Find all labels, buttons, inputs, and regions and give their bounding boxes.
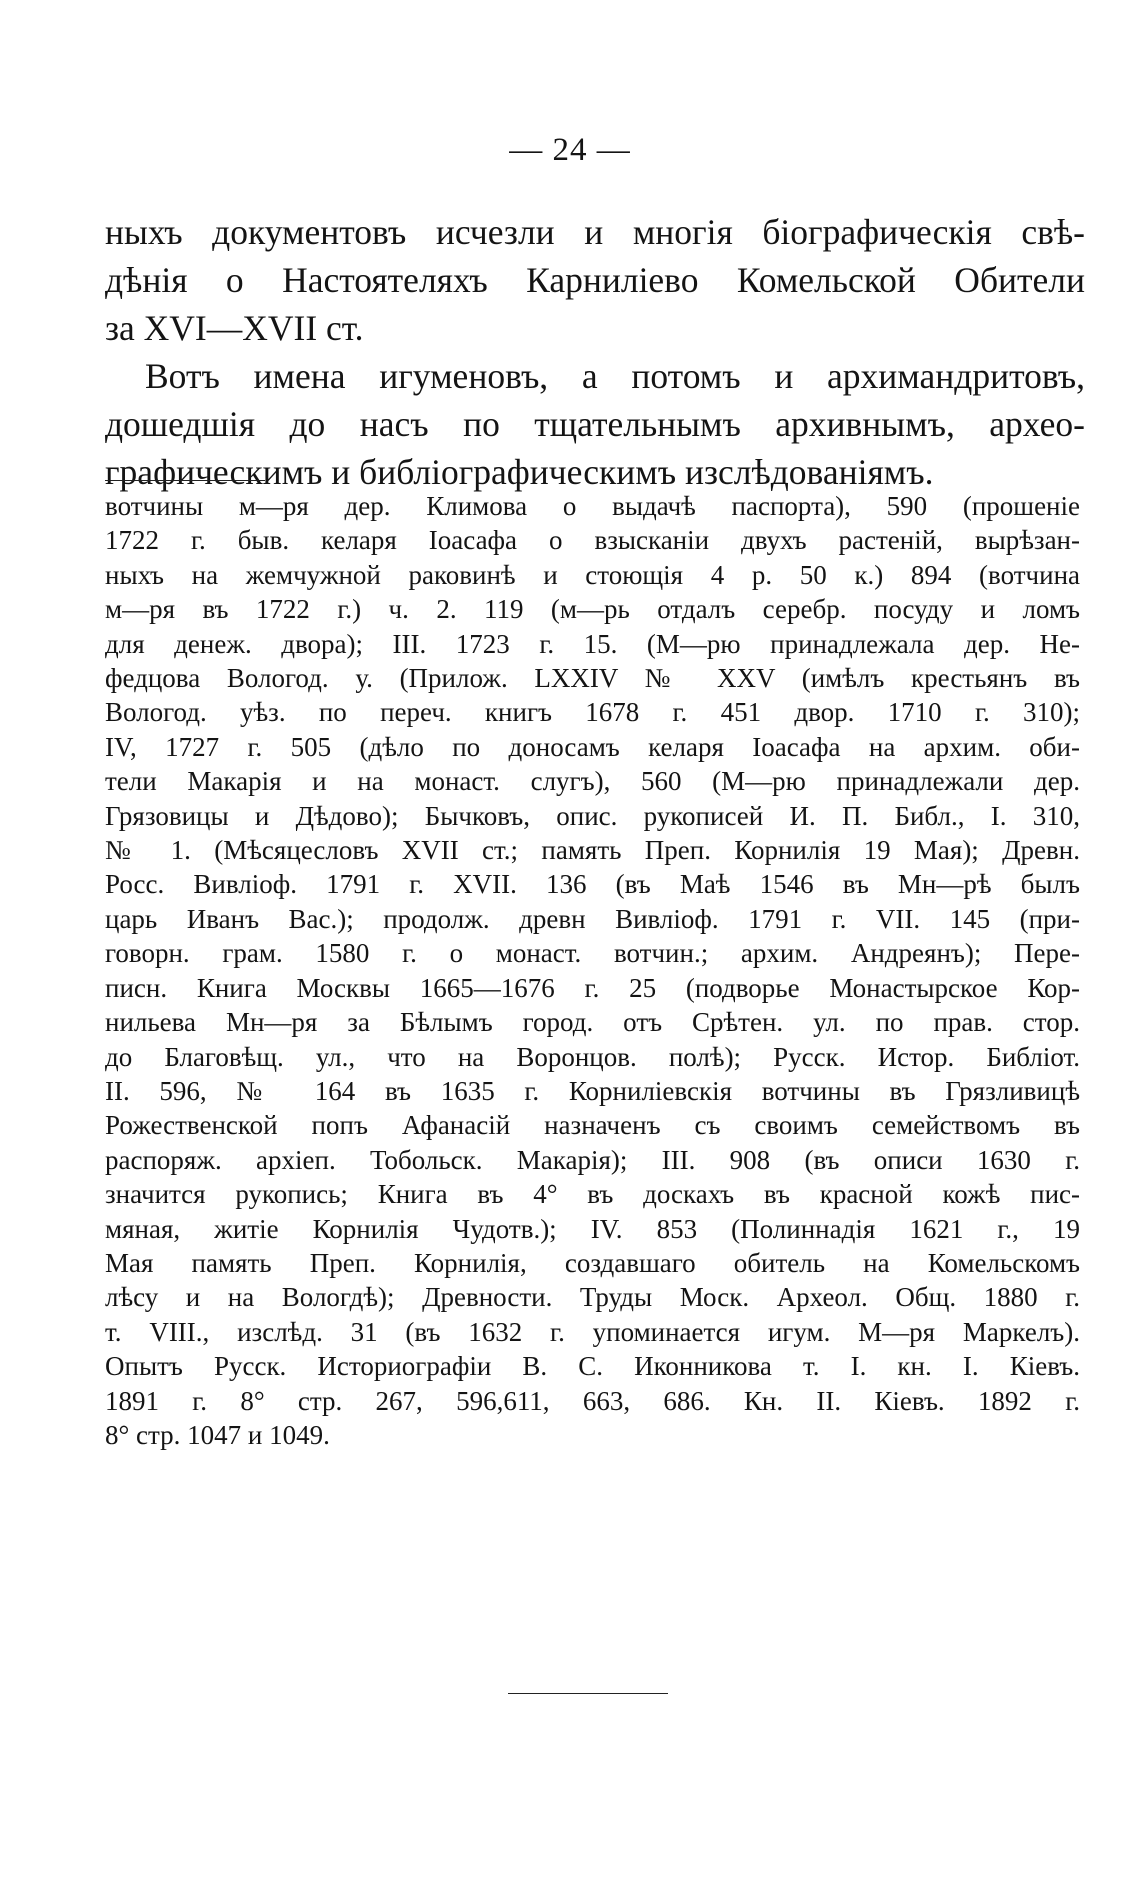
footnote-line: лѣсу и на Вологдѣ); Древности. Труды Моск. Археол. Общ. 1880 г. (105, 1282, 1080, 1313)
footnote-line: для денеж. двора); III. 1723 г. 15. (М—рю принадлежала дер. Не- (105, 628, 1080, 659)
footnote-text (105, 489, 1080, 1452)
footnote-separator (105, 480, 265, 481)
footnote-line: Грязовицы и Дѣдово); Бычковъ, опис. рукописей И. П. Библ., I. 310, (105, 800, 1080, 831)
footnote-line: Вологод. уѣз. по переч. книгъ 1678 г. 451 двор. 1710 г. 310); (105, 697, 1080, 728)
main-text-line: графическимъ и библіографическимъ изслѣдованіямъ. (105, 452, 934, 492)
end-separator (508, 1693, 668, 1694)
main-text (105, 208, 1085, 496)
footnote-line: 1722 г. быв. келаря Іоасафа о взысканіи двухъ растеній, вырѣзан- (105, 525, 1080, 556)
footnote-line: № 1. (Мѣсяцесловъ XVII ст.; память Преп. Корнилія 19 Мая); Древн. (105, 835, 1080, 866)
footnote-line: Рожественской попъ Афанасій назначенъ съ своимъ семействомъ въ (105, 1110, 1080, 1141)
footnote-line: до Благовѣщ. ул., что на Воронцов. полѣ); Русск. Истор. Библіот. (105, 1041, 1080, 1072)
footnote-line: II. 596, № 164 въ 1635 г. Корниліевскія вотчины въ Грязливицѣ (105, 1075, 1080, 1106)
footnote-line: говорн. грам. 1580 г. о монаст. вотчин.; архим. Андреянъ); Пере- (105, 938, 1080, 969)
footnote-line: писн. Книга Москвы 1665—1676 г. 25 (подворье Монастырское Кор- (105, 972, 1080, 1003)
main-text-line: за XVI—XVII ст. (105, 308, 364, 348)
footnote-line: т. VIII., изслѣд. 31 (въ 1632 г. упоминается игум. М—ря Маркелъ). (105, 1316, 1080, 1347)
footnote-line: федцова Вологод. у. (Прилож. LXXIV № XXV (имѣлъ крестьянъ въ (105, 663, 1080, 694)
footnote-line: Опытъ Русск. Историографіи В. С. Иконникова т. I. кн. I. Кіевъ. (105, 1351, 1080, 1382)
footnote-line: ныхъ на жемчужной раковинѣ и стоющія 4 р. 50 к.) 894 (вотчина (105, 559, 1080, 590)
footnote-line: м—ря въ 1722 г.) ч. 2. 119 (м—рь отдалъ серебр. посуду и ломъ (105, 594, 1080, 625)
footnote-line: Мая память Преп. Корнилія, создавшаго обитель на Комельскомъ (105, 1247, 1080, 1278)
footnote-line: IV, 1727 г. 505 (дѣло по доносамъ келаря Іоасафа на архим. оби- (105, 731, 1080, 762)
footnote-line: тели Макарія и на монаст. слугъ), 560 (М—рю принадлежали дер. (105, 766, 1080, 797)
page-number: — 24 — (509, 132, 631, 168)
footnote-line: мяная, житіе Корнилія Чудотв.); IV. 853 (Полиннадія 1621 г., 19 (105, 1213, 1080, 1244)
footnote-line: царь Иванъ Вас.); продолж. древн Вивліоф. 1791 г. VII. 145 (при- (105, 903, 1080, 934)
footnote-line: 1891 г. 8° стр. 267, 596,611, 663, 686. Кн. II. Кіевъ. 1892 г. (105, 1385, 1080, 1416)
main-text-line: дѣнія о Настоятеляхъ Карниліево Комельской Обители (105, 260, 1085, 300)
main-text-line: ныхъ документовъ исчезли и многія біографическія свѣ- (105, 212, 1085, 252)
footnote-line: нильева Мн—ря за Бѣлымъ город. отъ Срѣтен. ул. по прав. стор. (105, 1007, 1080, 1038)
footnote-line: распоряж. архіеп. Тобольск. Макарія); III. 908 (въ описи 1630 г. (105, 1144, 1080, 1175)
footnote-line: значится рукопись; Книга въ 4° въ доскахъ въ красной кожѣ пис- (105, 1179, 1080, 1210)
footnote-line: Росс. Вивліоф. 1791 г. XVII. 136 (въ Маѣ 1546 въ Мн—рѣ былъ (105, 869, 1080, 900)
footnote-line: вотчины м—ря дер. Климова о выдачѣ паспорта), 590 (прошеніе (105, 491, 1080, 521)
main-text-line: дошедшія до насъ по тщательнымъ архивнымъ, архео- (105, 404, 1085, 444)
footnote-line: 8° стр. 1047 и 1049. (105, 1419, 330, 1450)
main-text-line: Вотъ имена игуменовъ, а потомъ и архимандритовъ, (145, 356, 1085, 396)
